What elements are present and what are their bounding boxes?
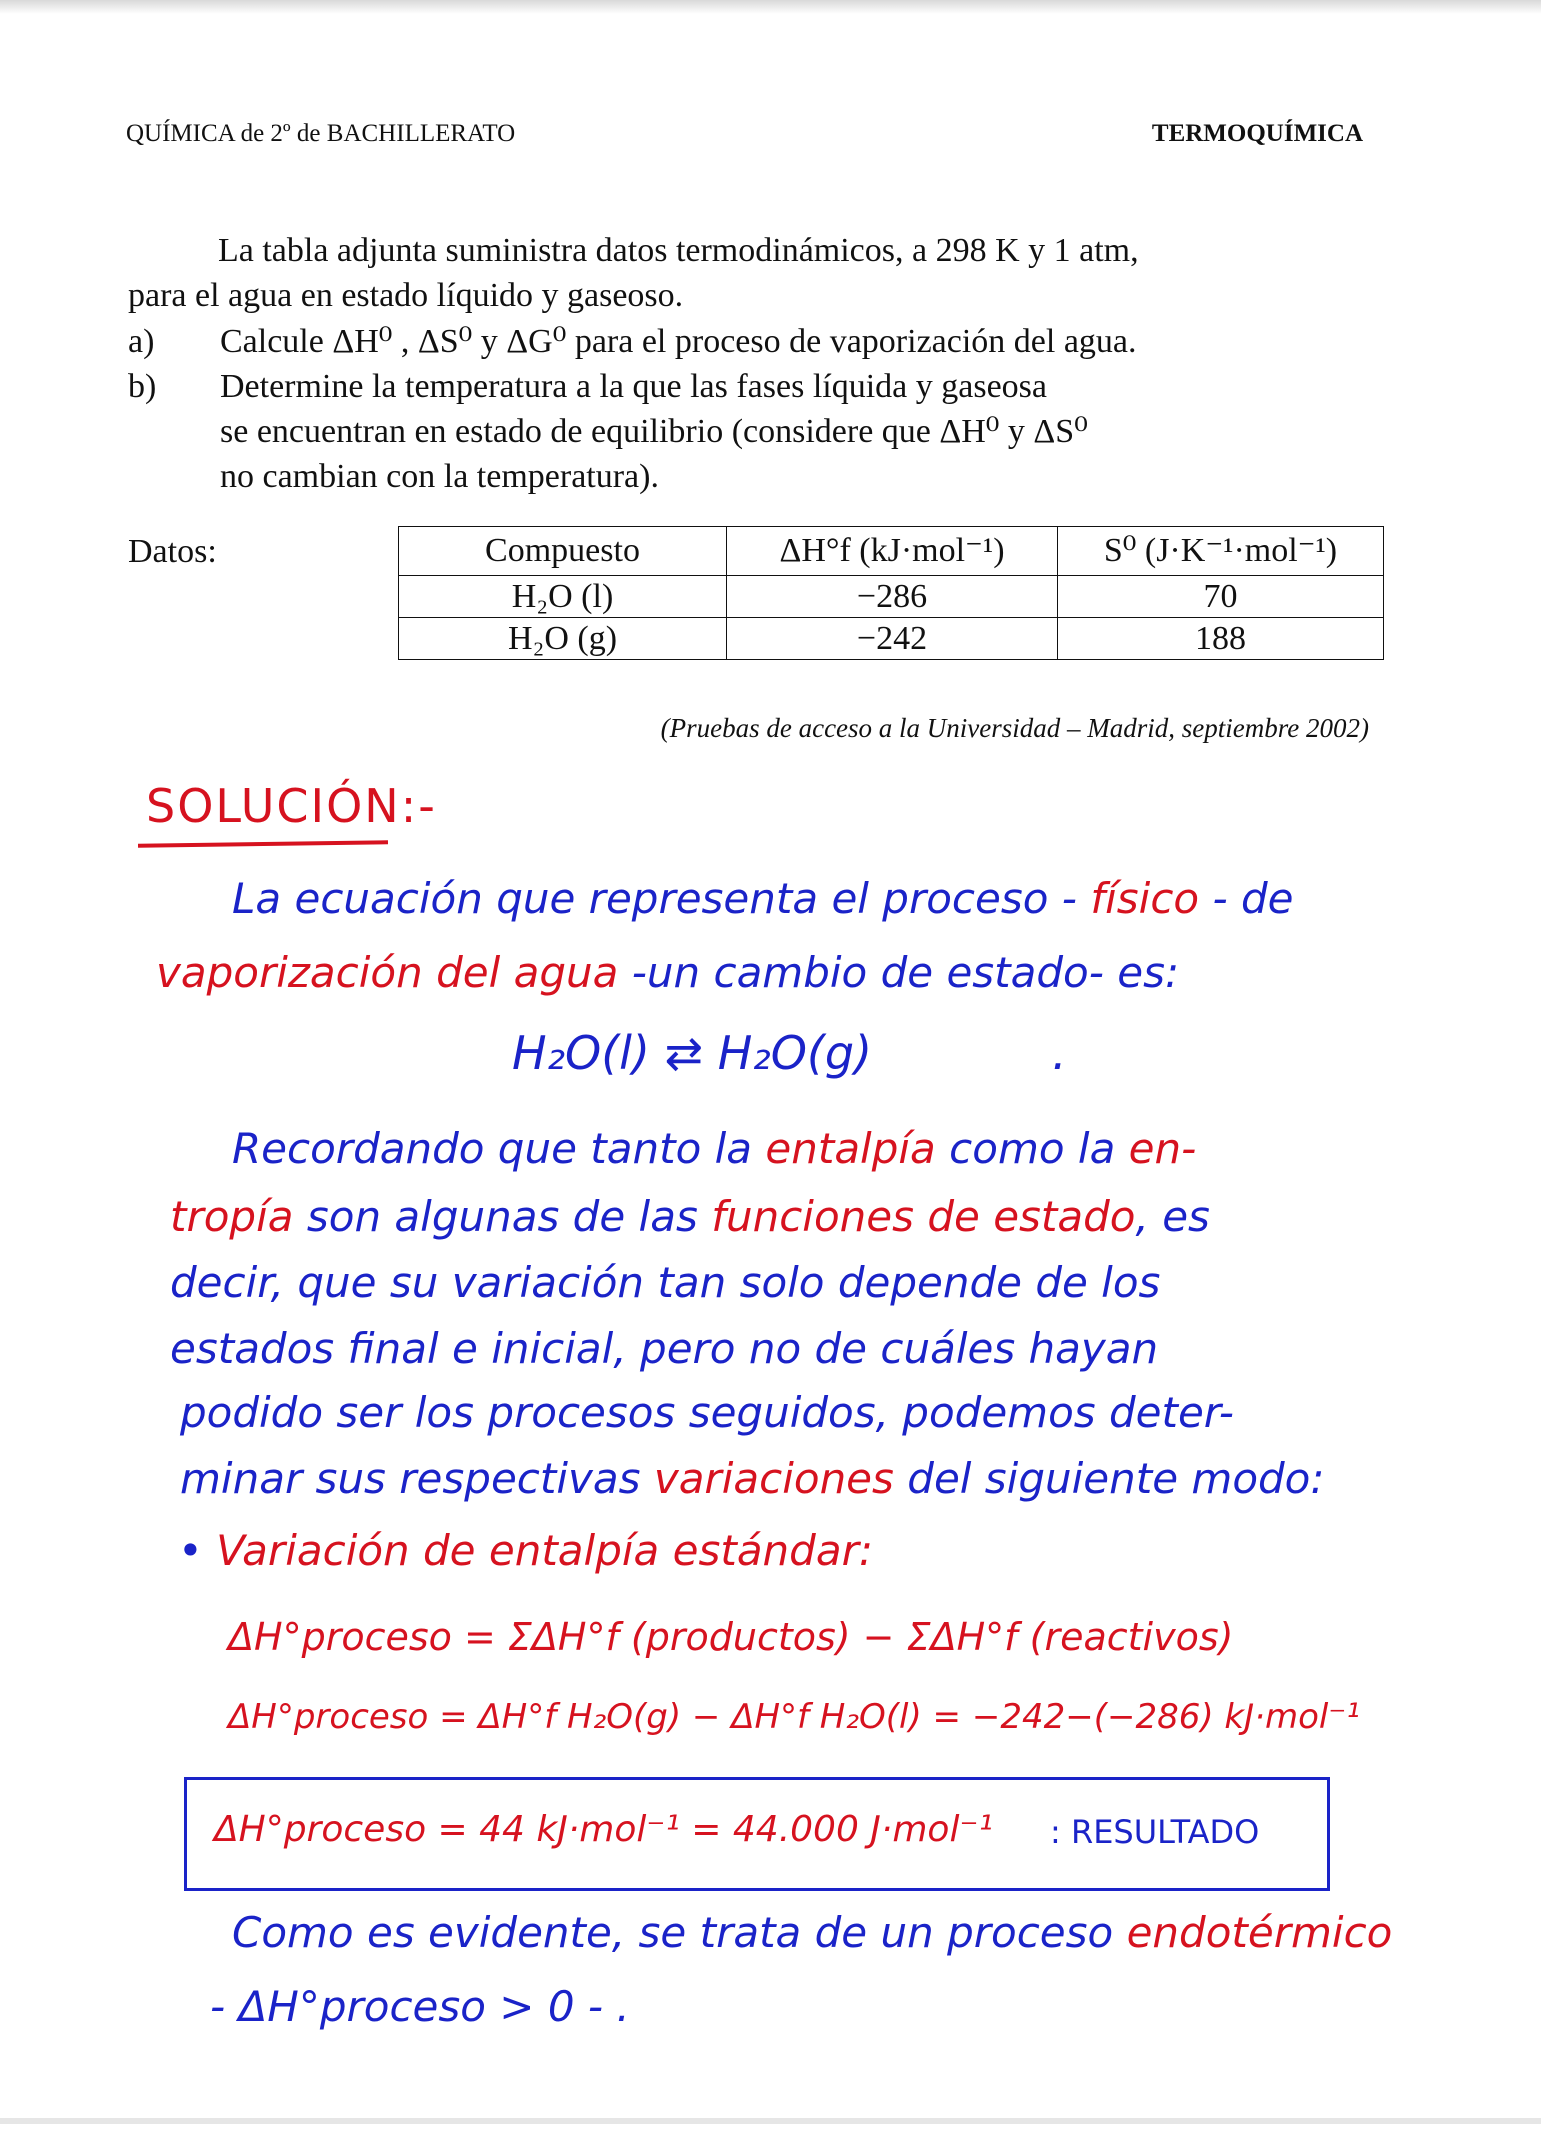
text-span: -un cambio de estado- es: [631,948,1180,997]
solution-line-4 [170,1192,1210,1241]
text-span: Recordando que tanto la [232,1124,753,1173]
table-cell: 188 [1058,618,1384,660]
table-header-cell: S⁰ (J·K⁻¹·mol⁻¹) [1058,527,1384,576]
text-span: Como es evidente, se trata de un proceso [232,1908,1114,1957]
scan-top-edge [0,0,1541,14]
question-b-line-2: se encuentran en estado de equilibrio (considere que ΔH⁰ y ΔS⁰ [220,413,1088,450]
intro-line-2: para el agua en estado líquido y gaseoso. [128,277,684,314]
problem-intro [128,228,1368,318]
header-course: QUÍMICA de 2º de BACHILLERATO [126,120,516,147]
text-span-highlight: físico [1090,874,1200,923]
table-header-cell: Compuesto [399,527,727,576]
table-row [399,576,1384,618]
result-value: ΔH°proceso = 44 kJ·mol⁻¹ = 44.000 J·mol⁻¹ [214,1809,993,1850]
text-span-highlight: endotérmico [1126,1908,1393,1957]
datos-label: Datos: [128,533,217,570]
solution-line-7: podido ser los procesos seguidos, podemos deter- [180,1388,1234,1437]
text-span: , es [1135,1192,1210,1241]
solution-line-8 [180,1454,1325,1503]
result-label: : RESULTADO [1050,1813,1260,1851]
header-topic: TERMOQUÍMICA [1151,120,1363,147]
solution-underline [138,840,388,847]
text-span: La ecuación que representa el proceso - [232,874,1077,923]
text-span: del siguiente modo: [907,1454,1325,1503]
question-a-label: a) [128,323,155,360]
text-span: como la [949,1124,1116,1173]
question-a-text: Calcule ΔH⁰ , ΔS⁰ y ΔG⁰ para el proceso de vaporización del agua. [220,323,1137,360]
text-span: - de [1212,874,1294,923]
table-header-row [399,527,1384,576]
bullet-icon: • [178,1526,203,1575]
equation-dot: . [1052,1026,1067,1080]
text-span-highlight: Variación de entalpía estándar: [216,1526,873,1575]
source-citation: (Pruebas de acceso a la Universidad – Madrid, septiembre 2002) [660,713,1369,743]
text-span: minar sus respectivas [180,1454,641,1503]
data-table [398,526,1384,660]
solution-line-2 [156,948,1180,997]
table-cell: −286 [727,576,1058,618]
solution-title: SOLUCIÓN:- [146,779,437,833]
solution-line-1 [232,874,1294,923]
table-header-cell: ΔH°f (kJ·mol⁻¹) [727,527,1058,576]
text-span-highlight: funciones de estado [711,1192,1136,1241]
vaporization-equation: H₂O(l) ⇄ H₂O(g) [512,1026,873,1080]
text-span: son algunas de las [306,1192,698,1241]
table-row [399,618,1384,660]
text-span-highlight: vaporización del agua [156,948,619,997]
solution-line-6: estados final e inicial, pero no de cuáles hayan [170,1324,1159,1373]
text-span-highlight: en- [1128,1124,1197,1173]
solution-line-10: - ΔH°proceso > 0 - . [210,1982,630,2031]
text-span-highlight: entalpía [765,1124,936,1173]
text-span-highlight: variaciones [653,1454,894,1503]
solution-line-3 [232,1124,1197,1173]
enthalpy-formula-2: ΔH°proceso = ΔH°f H₂O(g) − ΔH°f H₂O(l) = −242−(−286) kJ·mol⁻¹ [228,1697,1360,1737]
solution-line-9 [232,1908,1393,1957]
intro-line-1: La tabla adjunta suministra datos termodinámicos, a 298 K y 1 atm, [218,232,1139,269]
table-cell: −242 [727,618,1058,660]
scan-bottom-edge [0,2118,1541,2124]
table-cell: 70 [1058,576,1384,618]
enthalpy-formula-1: ΔH°proceso = ΣΔH°f (productos) − ΣΔH°f (reactivos) [228,1615,1234,1659]
question-b-line-3: no cambian con la temperatura). [220,458,659,495]
text-span-highlight: tropía [170,1192,294,1241]
table-cell: H₂O (g) [399,618,727,660]
table-cell: H₂O (l) [399,576,727,618]
question-b-line-1: Determine la temperatura a la que las fases líquida y gaseosa [220,368,1047,405]
solution-line-5: decir, que su variación tan solo depende de los [170,1258,1161,1307]
question-b-label: b) [128,368,157,405]
enthalpy-subtitle [178,1526,873,1575]
